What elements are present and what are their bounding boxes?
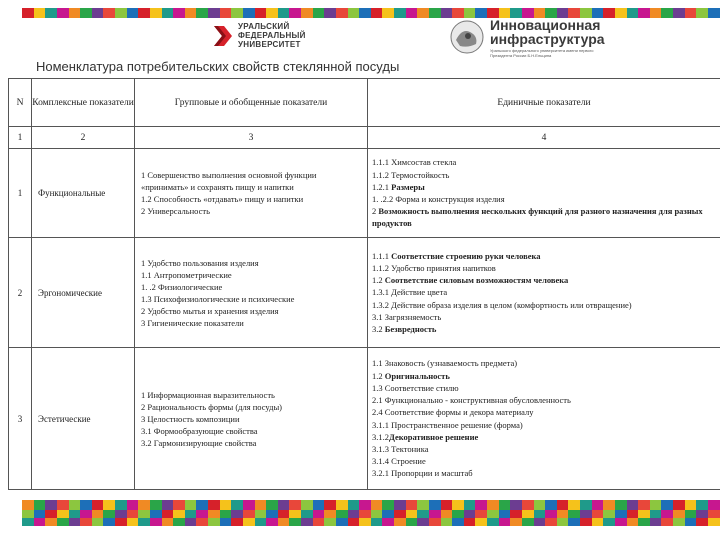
- stripe-segment: [534, 510, 546, 518]
- group-item: 3 Гигиенические показатели: [141, 317, 244, 328]
- stripe-segment: [69, 8, 81, 18]
- group-item: 1 Удобство пользования изделия: [141, 257, 259, 268]
- single-item: 3.1.2Декоративное решение: [372, 431, 479, 442]
- stripe-segment: [429, 518, 441, 526]
- stripe-segment: [336, 518, 348, 526]
- stripe-segment: [22, 500, 34, 510]
- stripe-segment: [103, 500, 115, 510]
- stripe-segment: [348, 500, 360, 510]
- stripe-segment: [278, 510, 290, 518]
- stripe-segment: [510, 500, 522, 510]
- group-indicators: [135, 149, 368, 238]
- properties-table: [8, 78, 720, 490]
- stripe-segment: [580, 518, 592, 526]
- stripe-segment: [150, 510, 162, 518]
- stripe-segment: [313, 510, 325, 518]
- single-item: 1.2 Оригинальность: [372, 370, 450, 381]
- stripe-segment: [417, 510, 429, 518]
- column-number: 1: [9, 127, 32, 149]
- stripe-segment: [34, 518, 46, 526]
- row-number: 2: [9, 238, 32, 348]
- stripe-segment: [475, 518, 487, 526]
- stripe-segment: [452, 500, 464, 510]
- stripe-segment: [638, 510, 650, 518]
- bottom-color-stripe-2: [22, 510, 720, 518]
- infra-logo-mark-icon: [448, 18, 486, 56]
- stripe-segment: [150, 8, 162, 18]
- single-item: 3.2 Безвредность: [372, 324, 437, 334]
- stripe-segment: [115, 510, 127, 518]
- stripe-segment: [34, 500, 46, 510]
- stripe-segment: [289, 510, 301, 518]
- stripe-segment: [708, 8, 720, 18]
- single-item: 1.2.1 Размеры: [372, 181, 425, 192]
- stripe-segment: [522, 518, 534, 526]
- single-item: 1.1.1 Соответствие строению руки человека: [372, 250, 541, 261]
- stripe-segment: [324, 518, 336, 526]
- stripe-segment: [301, 500, 313, 510]
- stripe-segment: [371, 510, 383, 518]
- stripe-segment: [464, 510, 476, 518]
- stripe-segment: [592, 500, 604, 510]
- stripe-segment: [382, 8, 394, 18]
- stripe-segment: [69, 518, 81, 526]
- table-row: [9, 238, 720, 348]
- stripe-segment: [173, 518, 185, 526]
- stripe-segment: [220, 518, 232, 526]
- bottom-color-stripe-3: [22, 518, 720, 526]
- stripe-segment: [510, 518, 522, 526]
- stripe-segment: [417, 518, 429, 526]
- header-complex: Комплексные показатели: [32, 79, 135, 127]
- stripe-segment: [278, 518, 290, 526]
- single-item: 1. .2.2 Форма и конструкция изделия: [372, 194, 505, 204]
- table-number-row: [9, 127, 720, 149]
- stripe-segment: [603, 500, 615, 510]
- stripe-segment: [615, 500, 627, 510]
- stripe-segment: [138, 500, 150, 510]
- stripe-segment: [557, 518, 569, 526]
- stripe-segment: [173, 8, 185, 18]
- stripe-segment: [173, 500, 185, 510]
- stripe-segment: [162, 518, 174, 526]
- stripe-segment: [627, 510, 639, 518]
- stripe-segment: [57, 500, 69, 510]
- stripe-segment: [534, 500, 546, 510]
- stripe-segment: [289, 518, 301, 526]
- group-item: 1.1 Антропометрические: [141, 269, 232, 280]
- stripe-segment: [278, 8, 290, 18]
- single-item: 2 Возможность выполнения нескольких функций для разного назначения для разных продуктов: [372, 206, 703, 229]
- single-item: 1.2 Соответствие силовым возможностям человека: [372, 275, 569, 286]
- stripe-segment: [301, 510, 313, 518]
- stripe-segment: [661, 500, 673, 510]
- stripe-segment: [115, 8, 127, 18]
- group-item: 2 Универсальность: [141, 206, 210, 216]
- stripe-segment: [441, 510, 453, 518]
- stripe-segment: [208, 500, 220, 510]
- stripe-segment: [231, 510, 243, 518]
- stripe-segment: [324, 8, 336, 18]
- stripe-segment: [592, 518, 604, 526]
- stripe-segment: [673, 510, 685, 518]
- stripe-segment: [162, 8, 174, 18]
- column-number: 2: [32, 127, 135, 149]
- stripe-segment: [382, 518, 394, 526]
- ural-logo-line-3: УНИВЕРСИТЕТ: [238, 40, 301, 49]
- stripe-segment: [301, 8, 313, 18]
- single-item: 1.1.2 Термостойкость: [372, 169, 450, 180]
- stripe-segment: [243, 500, 255, 510]
- stripe-segment: [499, 518, 511, 526]
- stripe-segment: [80, 518, 92, 526]
- stripe-segment: [208, 518, 220, 526]
- stripe-segment: [429, 8, 441, 18]
- stripe-segment: [127, 510, 139, 518]
- ural-logo-line-2: ФЕДЕРАЛЬНЫЙ: [238, 31, 306, 40]
- stripe-segment: [661, 510, 673, 518]
- group-item: 1. .2 Физиологические: [141, 281, 223, 292]
- stripe-segment: [196, 510, 208, 518]
- stripe-segment: [603, 518, 615, 526]
- header-single: Единичные показатели: [368, 79, 720, 127]
- stripe-segment: [138, 8, 150, 18]
- stripe-segment: [266, 518, 278, 526]
- stripe-segment: [92, 510, 104, 518]
- stripe-segment: [162, 510, 174, 518]
- stripe-segment: [452, 510, 464, 518]
- stripe-segment: [150, 518, 162, 526]
- stripe-segment: [185, 8, 197, 18]
- stripe-segment: [359, 518, 371, 526]
- stripe-segment: [34, 510, 46, 518]
- stripe-segment: [615, 518, 627, 526]
- ural-logo-line-1: УРАЛЬСКИЙ: [238, 22, 290, 31]
- stripe-segment: [57, 8, 69, 18]
- stripe-segment: [650, 518, 662, 526]
- row-number: 1: [9, 149, 32, 238]
- stripe-segment: [69, 510, 81, 518]
- stripe-segment: [45, 8, 57, 18]
- stripe-segment: [359, 510, 371, 518]
- stripe-segment: [592, 510, 604, 518]
- single-item: 1.1.1 Химсостав стекла: [372, 157, 457, 168]
- stripe-segment: [266, 8, 278, 18]
- stripe-segment: [103, 518, 115, 526]
- stripe-segment: [34, 8, 46, 18]
- stripe-segment: [231, 500, 243, 510]
- stripe-segment: [708, 510, 720, 518]
- stripe-segment: [580, 510, 592, 518]
- stripe-segment: [441, 518, 453, 526]
- stripe-segment: [394, 8, 406, 18]
- stripe-segment: [348, 8, 360, 18]
- single-item: 1.1.2 Удобство принятия напитков: [372, 262, 496, 273]
- stripe-segment: [696, 518, 708, 526]
- stripe-segment: [92, 518, 104, 526]
- stripe-segment: [115, 518, 127, 526]
- stripe-segment: [499, 500, 511, 510]
- stripe-segment: [92, 500, 104, 510]
- stripe-segment: [103, 8, 115, 18]
- stripe-segment: [685, 518, 697, 526]
- stripe-segment: [417, 500, 429, 510]
- stripe-segment: [708, 518, 720, 526]
- stripe-segment: [255, 510, 267, 518]
- infra-logo-line-1: Инновационная: [490, 17, 601, 33]
- stripe-segment: [603, 510, 615, 518]
- stripe-segment: [568, 510, 580, 518]
- stripe-segment: [382, 500, 394, 510]
- stripe-segment: [568, 500, 580, 510]
- stripe-segment: [499, 510, 511, 518]
- stripe-segment: [359, 500, 371, 510]
- stripe-segment: [115, 500, 127, 510]
- stripe-segment: [231, 8, 243, 18]
- table-row: [9, 149, 720, 238]
- stripe-segment: [673, 518, 685, 526]
- stripe-segment: [661, 518, 673, 526]
- stripe-segment: [278, 500, 290, 510]
- stripe-segment: [475, 510, 487, 518]
- stripe-segment: [487, 518, 499, 526]
- stripe-segment: [266, 510, 278, 518]
- stripe-segment: [336, 500, 348, 510]
- stripe-segment: [185, 500, 197, 510]
- stripe-segment: [313, 518, 325, 526]
- stripe-segment: [696, 500, 708, 510]
- single-item: 1.3.1 Действие цвета: [372, 287, 448, 298]
- stripe-segment: [150, 500, 162, 510]
- stripe-segment: [138, 510, 150, 518]
- stripe-segment: [371, 518, 383, 526]
- infra-logo-subtitle: Уральского федерального университета имени первого Президента России Б.Н.Ельцина: [490, 48, 594, 58]
- stripe-segment: [80, 500, 92, 510]
- stripe-segment: [580, 500, 592, 510]
- stripe-segment: [475, 500, 487, 510]
- stripe-segment: [22, 518, 34, 526]
- stripe-segment: [638, 518, 650, 526]
- stripe-segment: [382, 510, 394, 518]
- single-item: 3.1 Загрязняемость: [372, 311, 442, 322]
- stripe-segment: [45, 510, 57, 518]
- header-n: N: [9, 79, 32, 127]
- stripe-segment: [627, 500, 639, 510]
- stripe-segment: [289, 500, 301, 510]
- stripe-segment: [57, 510, 69, 518]
- ural-logo-mark-icon: [212, 24, 234, 48]
- stripe-segment: [324, 510, 336, 518]
- stripe-segment: [196, 8, 208, 18]
- complex-indicator: Эстетические: [32, 348, 135, 490]
- stripe-segment: [255, 518, 267, 526]
- stripe-segment: [336, 510, 348, 518]
- page-title: Номенклатура потребительских свойств стеклянной посуды: [36, 59, 400, 74]
- stripe-segment: [127, 518, 139, 526]
- stripe-segment: [289, 8, 301, 18]
- stripe-segment: [708, 500, 720, 510]
- stripe-segment: [417, 8, 429, 18]
- stripe-segment: [429, 500, 441, 510]
- stripe-segment: [487, 510, 499, 518]
- stripe-segment: [545, 500, 557, 510]
- group-item: 1.2 Способность «отдавать» пищу и напитки: [141, 194, 304, 204]
- single-item: 2.1 Функционально - конструктивная обусловленность: [372, 395, 571, 406]
- single-item: 1.1 Знаковость (узнаваемость предмета): [372, 358, 518, 369]
- group-indicators: [135, 348, 368, 490]
- stripe-segment: [22, 8, 34, 18]
- table-row: [9, 348, 720, 490]
- stripe-segment: [487, 500, 499, 510]
- stripe-segment: [615, 510, 627, 518]
- group-item: 2 Удобство мытья и хранения изделия: [141, 305, 279, 316]
- single-item: 1.3 Соответствие стилю: [372, 382, 459, 393]
- group-item: 3 Целостность композиции: [141, 413, 240, 424]
- stripe-segment: [138, 518, 150, 526]
- stripe-segment: [406, 8, 418, 18]
- stripe-segment: [255, 8, 267, 18]
- stripe-segment: [45, 518, 57, 526]
- group-item: 1.3 Психофизиологические и психические: [141, 293, 295, 304]
- stripe-segment: [324, 500, 336, 510]
- stripe-segment: [510, 510, 522, 518]
- stripe-segment: [685, 510, 697, 518]
- innovation-infrastructure-logo: [448, 16, 708, 60]
- stripe-segment: [243, 510, 255, 518]
- stripe-segment: [673, 500, 685, 510]
- infra-logo-line-2: инфраструктура: [490, 31, 605, 47]
- stripe-segment: [406, 500, 418, 510]
- stripe-segment: [568, 518, 580, 526]
- stripe-segment: [57, 518, 69, 526]
- stripe-segment: [348, 518, 360, 526]
- group-item: 3.2 Гармонизирующие свойства: [141, 437, 257, 448]
- stripe-segment: [127, 8, 139, 18]
- stripe-segment: [406, 518, 418, 526]
- stripe-segment: [545, 510, 557, 518]
- stripe-segment: [371, 500, 383, 510]
- single-indicators: [368, 238, 720, 348]
- stripe-segment: [266, 500, 278, 510]
- single-item: 3.1.4 Строение: [372, 456, 426, 467]
- stripe-segment: [220, 510, 232, 518]
- stripe-segment: [220, 8, 232, 18]
- stripe-segment: [464, 500, 476, 510]
- stripe-segment: [522, 510, 534, 518]
- stripe-segment: [464, 518, 476, 526]
- stripe-segment: [220, 500, 232, 510]
- group-item: 2 Рациональность формы (для посуды): [141, 401, 283, 412]
- stripe-segment: [80, 8, 92, 18]
- column-number: 4: [368, 127, 720, 149]
- stripe-segment: [231, 518, 243, 526]
- stripe-segment: [208, 510, 220, 518]
- stripe-segment: [452, 518, 464, 526]
- stripe-segment: [173, 510, 185, 518]
- stripe-segment: [394, 510, 406, 518]
- stripe-segment: [627, 518, 639, 526]
- single-item: 3.2.1 Пропорции и масштаб: [372, 468, 473, 479]
- stripe-segment: [22, 510, 34, 518]
- stripe-segment: [127, 500, 139, 510]
- stripe-segment: [638, 500, 650, 510]
- stripe-segment: [243, 518, 255, 526]
- stripe-segment: [696, 510, 708, 518]
- single-item: 3.1.1 Пространственное решение (форма): [372, 419, 523, 430]
- stripe-segment: [429, 510, 441, 518]
- stripe-segment: [359, 8, 371, 18]
- stripe-segment: [313, 8, 325, 18]
- stripe-segment: [196, 518, 208, 526]
- stripe-segment: [185, 518, 197, 526]
- table-header-row: [9, 79, 720, 127]
- stripe-segment: [162, 500, 174, 510]
- single-indicators: [368, 348, 720, 490]
- single-item: 1.3.2 Действие образа изделия в целом (комфортность или отвращение): [372, 299, 632, 310]
- stripe-segment: [441, 500, 453, 510]
- stripe-segment: [69, 500, 81, 510]
- stripe-segment: [301, 518, 313, 526]
- stripe-segment: [255, 500, 267, 510]
- complex-indicator: Эргономические: [32, 238, 135, 348]
- stripe-segment: [103, 510, 115, 518]
- complex-indicator: Функциональные: [32, 149, 135, 238]
- stripe-segment: [545, 518, 557, 526]
- stripe-segment: [650, 500, 662, 510]
- stripe-segment: [394, 500, 406, 510]
- stripe-segment: [92, 8, 104, 18]
- single-indicators: [368, 149, 720, 238]
- stripe-segment: [208, 8, 220, 18]
- ural-university-logo: [212, 18, 332, 52]
- stripe-segment: [243, 8, 255, 18]
- bottom-color-stripe: [22, 500, 720, 510]
- stripe-segment: [45, 500, 57, 510]
- stripe-segment: [650, 510, 662, 518]
- group-item: 1 Информационная выразительность: [141, 389, 275, 400]
- stripe-segment: [685, 500, 697, 510]
- stripe-segment: [534, 518, 546, 526]
- stripe-segment: [557, 510, 569, 518]
- stripe-segment: [185, 510, 197, 518]
- stripe-segment: [196, 500, 208, 510]
- stripe-segment: [371, 8, 383, 18]
- group-item: 3.1 Формообразующие свойства: [141, 425, 258, 436]
- group-indicators: [135, 238, 368, 348]
- stripe-segment: [522, 500, 534, 510]
- stripe-segment: [80, 510, 92, 518]
- single-item: 3.1.3 Тектоника: [372, 443, 429, 454]
- stripe-segment: [348, 510, 360, 518]
- stripe-segment: [394, 518, 406, 526]
- header-group: Групповые и обобщенные показатели: [135, 79, 368, 127]
- stripe-segment: [406, 510, 418, 518]
- stripe-segment: [313, 500, 325, 510]
- row-number: 3: [9, 348, 32, 490]
- single-item: 2.4 Соответствие формы и декора материалу: [372, 407, 534, 418]
- column-number: 3: [135, 127, 368, 149]
- stripe-segment: [557, 500, 569, 510]
- group-item: 1 Совершенство выполнения основной функции «принимать» и сохранять пищу и напитки: [141, 170, 317, 192]
- stripe-segment: [336, 8, 348, 18]
